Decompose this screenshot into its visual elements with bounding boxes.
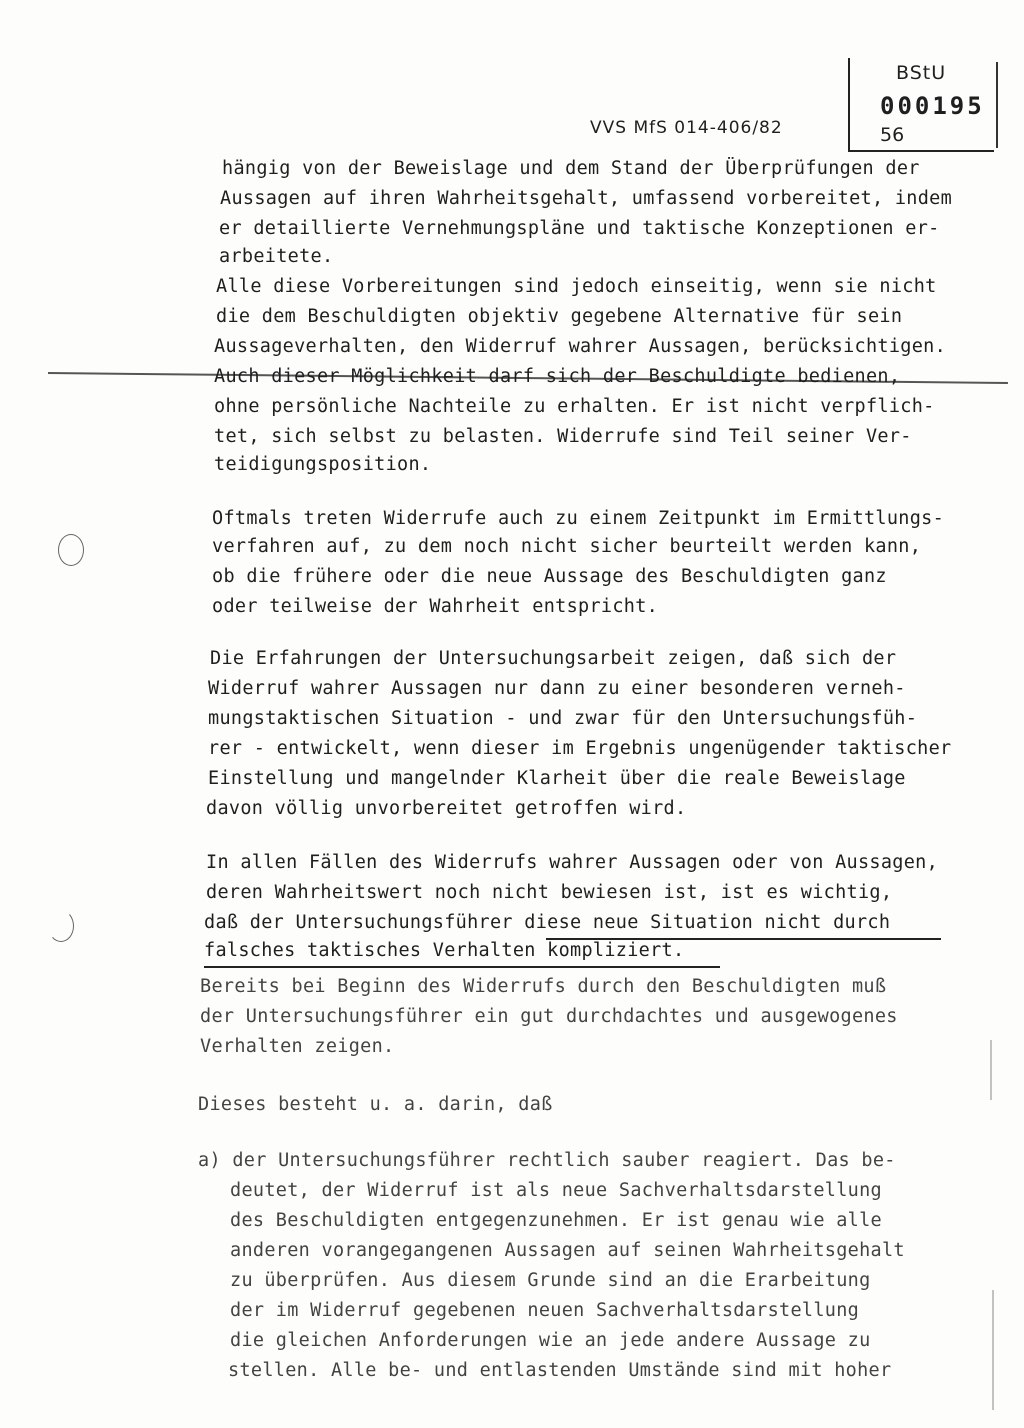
text-line: stellen. Alle be- und entlastenden Umstände sind mit hoher xyxy=(228,1360,892,1381)
text-line: er detaillierte Vernehmungspläne und taktische Konzeptionen er- xyxy=(219,218,940,239)
text-line: anderen vorangegangenen Aussagen auf seinen Wahrheitsgehalt xyxy=(230,1240,905,1261)
archive-stamp-number: 000195 xyxy=(880,92,985,120)
text-line: ob die frühere oder die neue Aussage des Beschuldigten ganz xyxy=(212,566,887,587)
text-line: Bereits bei Beginn des Widerrufs durch den Beschuldigten muß xyxy=(200,976,887,997)
text-line: die gleichen Anforderungen wie an jede andere Aussage zu xyxy=(230,1330,871,1351)
text-line: Einstellung und mangelnder Klarheit über die reale Beweislage xyxy=(208,768,906,789)
text-line: Die Erfahrungen der Untersuchungsarbeit zeigen, daß sich der xyxy=(210,648,897,669)
text-line: oder teilweise der Wahrheit entspricht. xyxy=(212,596,659,617)
text-line: rer - entwickelt, wenn dieser im Ergebnis ungenügender taktischer xyxy=(208,738,952,759)
text-line: Auch dieser Möglichkeit darf sich der Beschuldigte bedienen, xyxy=(214,366,901,387)
text-line: arbeitete. xyxy=(219,246,334,267)
document-reference: VVS MfS 014-406/82 xyxy=(590,118,783,138)
page-number: 56 xyxy=(880,124,905,146)
underline-emphasis xyxy=(546,938,941,940)
archive-stamp-label: BStU xyxy=(896,62,947,84)
punch-hole-bottom xyxy=(48,910,74,942)
text-line: des Beschuldigten entgegenzunehmen. Er ist genau wie alle xyxy=(230,1210,882,1231)
underline-emphasis xyxy=(204,966,720,968)
text-line: Oftmals treten Widerrufe auch zu einem Zeitpunkt im Ermittlungs- xyxy=(212,508,945,529)
text-line: verfahren auf, zu dem noch nicht sicher beurteilt werden kann, xyxy=(212,536,922,557)
text-line: deren Wahrheitswert noch nicht bewiesen ist, ist es wichtig, xyxy=(206,882,893,903)
text-line: Aussageverhalten, den Widerruf wahrer Aussagen, berücksichtigen. xyxy=(214,336,947,357)
text-line: In allen Fällen des Widerrufs wahrer Aussagen oder von Aussagen, xyxy=(206,852,939,873)
text-line: der im Widerruf gegebenen neuen Sachverhaltsdarstellung xyxy=(230,1300,860,1321)
text-line: a) der Untersuchungsführer rechtlich sauber reagiert. Das be- xyxy=(198,1150,896,1171)
text-line: falsches taktisches Verhalten kompliziert. xyxy=(204,940,685,961)
text-line: hängig von der Beweislage und dem Stand der Überprüfungen der xyxy=(222,158,920,179)
text-line: daß der Untersuchungsführer diese neue Situation nicht durch xyxy=(204,912,891,933)
text-line: deutet, der Widerruf ist als neue Sachverhaltsdarstellung xyxy=(230,1180,882,1201)
stamp-edge-mark xyxy=(996,62,998,148)
text-line: teidigungsposition. xyxy=(214,454,432,475)
text-line: Verhalten zeigen. xyxy=(200,1036,395,1057)
text-line: davon völlig unvorbereitet getroffen wird. xyxy=(206,798,687,819)
text-line: ohne persönliche Nachteile zu erhalten. Er ist nicht verpflich- xyxy=(214,396,935,417)
scan-edge-mark-lower xyxy=(992,1290,994,1410)
text-line: die dem Beschuldigten objektiv gegebene Alternative für sein xyxy=(216,306,903,327)
scan-edge-mark xyxy=(990,1040,992,1100)
text-line: mungstaktischen Situation - und zwar für den Untersuchungsfüh- xyxy=(208,708,918,729)
text-line: tet, sich selbst zu belasten. Widerrufe sind Teil seiner Ver- xyxy=(214,426,912,447)
text-line: Widerruf wahrer Aussagen nur dann zu einer besonderen verneh- xyxy=(208,678,906,699)
text-line: zu überprüfen. Aus diesem Grunde sind an die Erarbeitung xyxy=(230,1270,871,1291)
punch-hole-top xyxy=(58,534,84,566)
text-line: Dieses besteht u. a. darin, daß xyxy=(198,1094,553,1115)
text-line: Aussagen auf ihren Wahrheitsgehalt, umfassend vorbereitet, indem xyxy=(220,188,953,209)
text-line: der Untersuchungsführer ein gut durchdachtes und ausgewogenes xyxy=(200,1006,898,1027)
text-line: Alle diese Vorbereitungen sind jedoch einseitig, wenn sie nicht xyxy=(216,276,937,297)
